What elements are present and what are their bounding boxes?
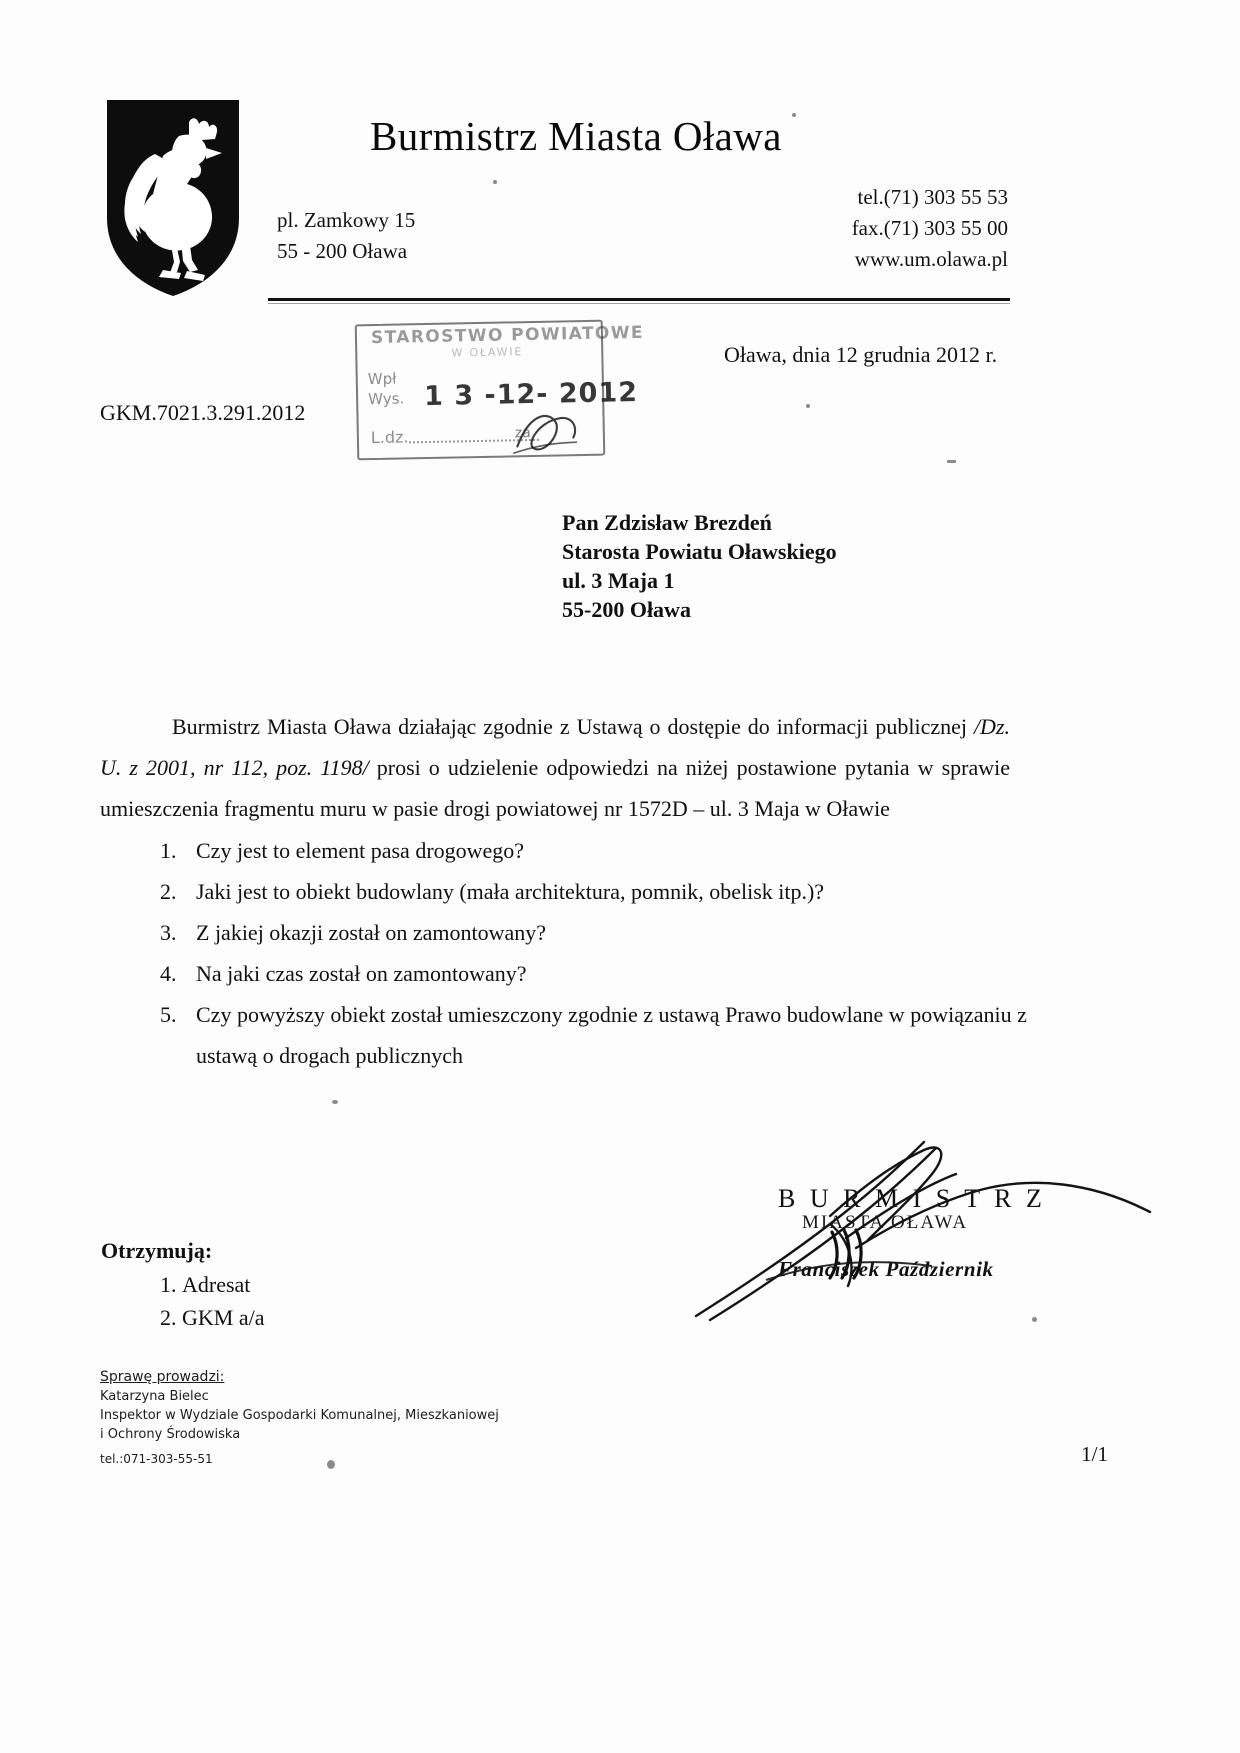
recipients-list (134, 1268, 264, 1334)
list-item: 5. Czy powyższy obiekt został umieszczony zgodnie z ustawą Prawo budowlane w powiązaniu z ustawą o drogach publicznych (182, 994, 1072, 1076)
addressee-line-2: Starosta Powiatu Oławskiego (562, 539, 837, 564)
addressee-line-4: 55-200 Oława (562, 597, 691, 622)
letterhead-address (277, 205, 415, 267)
addressee-line-1: Pan Zdzisław Brezdeń (562, 510, 772, 535)
contact-tel: tel.(71) 303 55 53 (857, 185, 1008, 209)
signature-title: B U R M I S T R Z (778, 1184, 1046, 1213)
list-item: 2. GKM a/a (182, 1301, 264, 1334)
address-line-1: pl. Zamkowy 15 (277, 208, 416, 232)
stamp-subheader: W OŁAWIE (451, 345, 524, 360)
questions-list (130, 830, 1072, 1076)
rooster-crest-icon (103, 98, 243, 298)
footer-role-line-1: Inspektor w Wydziale Gospodarki Komunalnej, Mieszkaniowej (100, 1408, 499, 1423)
signature-name: Franciszek Październik (778, 1257, 994, 1281)
scan-speck (792, 113, 796, 117)
letterhead-contacts (852, 182, 1008, 275)
footer-telephone: tel.:071-303-55-51 (100, 1452, 213, 1466)
document-date: Oława, dnia 12 grudnia 2012 r. (724, 342, 998, 367)
list-item: 4. Na jaki czas został on zamontowany? (182, 953, 1072, 994)
addressee-block (562, 508, 837, 624)
contact-fax: fax.(71) 303 55 00 (851, 216, 1008, 240)
list-item: 1. Adresat (182, 1268, 264, 1301)
reference-number: GKM.7021.3.291.2012 (100, 400, 306, 425)
body-part-2: prosi o udzielenie odpowiedzi na niżej postawione pytania w sprawie umieszczenia fragmentu muru w pasie drogi powiatowej nr 1572D – ul. 3 Maja w Oławie (100, 755, 1010, 821)
incoming-stamp (355, 320, 645, 461)
scan-speck (947, 460, 956, 463)
header-divider (268, 298, 1010, 301)
scan-speck (327, 1460, 335, 1469)
page-number: 1/1 (1081, 1442, 1108, 1466)
address-line-2: 55 - 200 Oława (277, 239, 408, 263)
stamp-label-in: Wpł (367, 369, 397, 389)
stamp-label-out: Wys. (367, 389, 405, 409)
page-title: Burmistrz Miasta Oława (370, 113, 782, 159)
signature-subtitle: MIASTA OŁAWA (802, 1212, 969, 1233)
footer-contact (100, 1368, 499, 1469)
footer-person: Katarzyna Bielec (100, 1389, 209, 1404)
scan-speck (493, 180, 497, 184)
stamp-handwriting-mark (506, 406, 587, 464)
stamp-label-ldz: L.dz. (370, 427, 409, 448)
addressee-line-3: ul. 3 Maja 1 (562, 568, 675, 593)
legal-citation: /Dz. U. z 2001, nr 112, poz. 1198/ (100, 714, 1010, 780)
stamp-label-za: za (514, 425, 531, 442)
stamp-date: 1 3 -12- 2012 (423, 376, 639, 413)
footer-role-line-2: i Ochrony Środowiska (100, 1427, 241, 1442)
stamp-header: STAROSTWO POWIATOWE (370, 322, 645, 349)
letterhead (0, 0, 1240, 300)
scan-speck (332, 1100, 338, 1104)
list-item: 3. Z jakiej okazji został on zamontowany? (182, 912, 1072, 953)
list-item: 2. Jaki jest to obiekt budowlany (mała architektura, pomnik, obelisk itp.)? (182, 871, 1072, 912)
letter-body (100, 706, 1010, 829)
list-item: 1. Czy jest to element pasa drogowego? (182, 830, 1072, 871)
scan-speck (1032, 1317, 1037, 1322)
footer-lead: Sprawę prowadzi: (100, 1369, 225, 1385)
signature-block (690, 1130, 1170, 1340)
scan-speck (806, 404, 810, 408)
contact-website: www.um.olawa.pl (854, 247, 1008, 271)
body-part-1: Burmistrz Miasta Oława działając zgodnie z Ustawą o dostępie do informacji publicznej (172, 714, 974, 739)
recipients-title: Otrzymują: (101, 1238, 213, 1263)
